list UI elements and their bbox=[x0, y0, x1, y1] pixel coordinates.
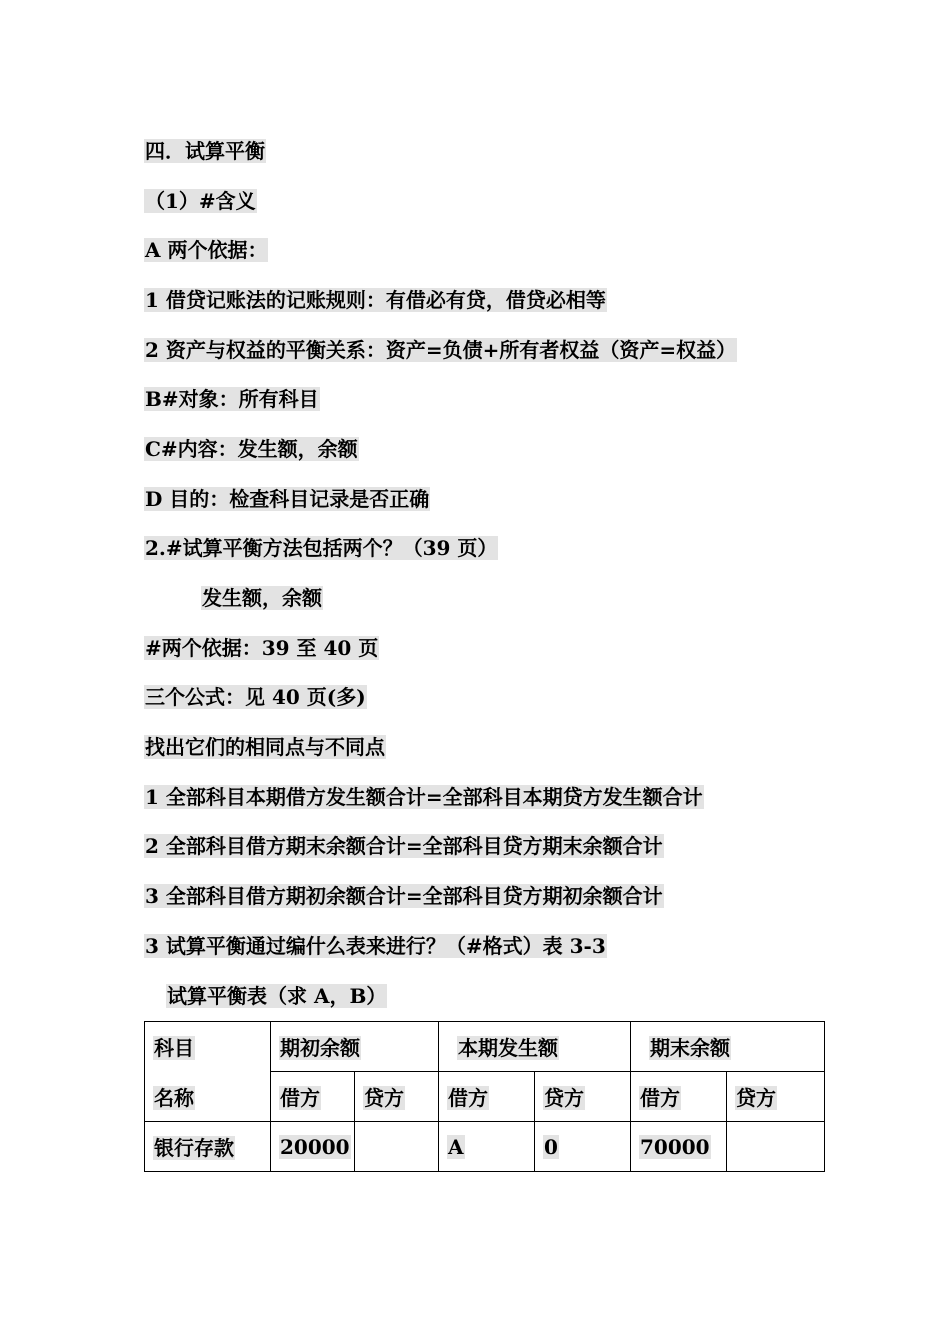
cell-closing-debit: 70000 bbox=[631, 1122, 727, 1172]
text-line: C#内容：发生额，余额 bbox=[145, 437, 358, 461]
table-caption: 试算平衡表（求 A，B） bbox=[167, 984, 387, 1008]
header-opening-debit: 借方 bbox=[271, 1072, 355, 1122]
header-subject-name: 名称 bbox=[145, 1072, 271, 1122]
header-current-debit: 借方 bbox=[439, 1072, 535, 1122]
cell-current-debit: A bbox=[439, 1122, 535, 1172]
text-line: D 目的：检查科目记录是否正确 bbox=[145, 487, 430, 511]
text-line: 三个公式：见 40 页(多) bbox=[145, 685, 366, 709]
table-subheader-row bbox=[145, 1072, 825, 1122]
header-opening-balance: 期初余额 bbox=[271, 1022, 439, 1072]
text-line: 2 资产与权益的平衡关系：资产=负债+所有者权益（资产=权益） bbox=[145, 338, 737, 362]
cell-closing-credit bbox=[727, 1122, 825, 1172]
header-current-credit: 贷方 bbox=[535, 1072, 631, 1122]
text-line: 3 试算平衡通过编什么表来进行？（#格式）表 3-3 bbox=[145, 934, 606, 958]
table-header-row bbox=[145, 1022, 825, 1072]
table-row bbox=[145, 1122, 825, 1172]
header-subject: 科目 bbox=[145, 1022, 271, 1072]
section-heading: 四．试算平衡 bbox=[145, 139, 265, 163]
header-closing-debit: 借方 bbox=[631, 1072, 727, 1122]
text-line: B#对象：所有科目 bbox=[145, 387, 319, 411]
text-line: （1）#含义 bbox=[145, 189, 256, 213]
text-line: 3 全部科目借方期初余额合计=全部科目贷方期初余额合计 bbox=[145, 884, 663, 908]
trial-balance-table bbox=[144, 1021, 825, 1172]
header-opening-credit: 贷方 bbox=[355, 1072, 439, 1122]
cell-opening-debit: 20000 bbox=[271, 1122, 355, 1172]
cell-name: 银行存款 bbox=[145, 1122, 271, 1172]
cell-current-credit: 0 bbox=[535, 1122, 631, 1172]
text-line: 2 全部科目借方期末余额合计=全部科目贷方期末余额合计 bbox=[145, 834, 663, 858]
header-current-amount: 本期发生额 bbox=[439, 1022, 631, 1072]
text-line-indented: 发生额，余额 bbox=[202, 586, 322, 610]
text-line: 1 借贷记账法的记账规则：有借必有贷，借贷必相等 bbox=[145, 288, 606, 312]
text-line: #两个依据：39 至 40 页 bbox=[145, 636, 379, 660]
header-closing-credit: 贷方 bbox=[727, 1072, 825, 1122]
text-line: 2.#试算平衡方法包括两个？（39 页） bbox=[145, 536, 498, 560]
text-line: 找出它们的相同点与不同点 bbox=[145, 735, 385, 759]
cell-opening-credit bbox=[355, 1122, 439, 1172]
text-line: A 两个依据： bbox=[145, 238, 268, 262]
header-closing-balance: 期末余额 bbox=[631, 1022, 825, 1072]
text-line: 1 全部科目本期借方发生额合计=全部科目本期贷方发生额合计 bbox=[145, 785, 703, 809]
